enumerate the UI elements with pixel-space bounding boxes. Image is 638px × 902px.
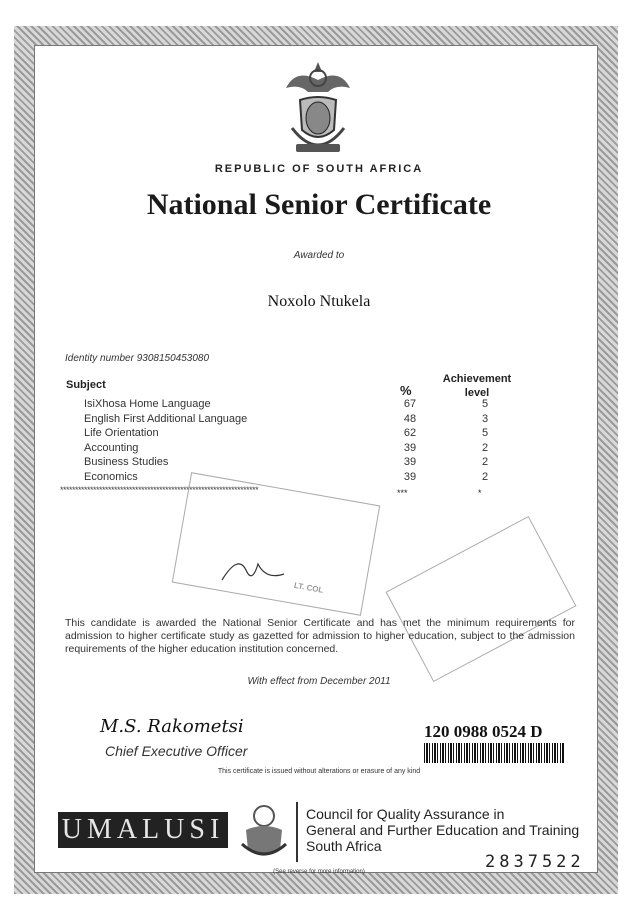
subject-percent: 39 <box>403 441 417 454</box>
subject-level: 2 <box>481 456 489 468</box>
subject-row <box>84 441 489 456</box>
reverse-note: (See reverse for more information) <box>273 869 365 875</box>
subject-name: IsiXhosa Home Language <box>84 398 211 410</box>
subject-level: 2 <box>481 441 489 454</box>
subject-name: English First Additional Language <box>84 412 248 425</box>
subject-name: Business Studies <box>84 456 169 468</box>
subject-header: Subject <box>66 379 106 391</box>
ceo-signature: M.S. Rakometsi <box>100 716 244 737</box>
ceo-title: Chief Executive Officer <box>105 743 248 759</box>
subject-name: Economics <box>84 470 138 483</box>
subject-row <box>84 398 489 412</box>
subject-percent: 48 <box>403 412 417 425</box>
country-name: REPUBLIC OF SOUTH AFRICA <box>214 163 424 175</box>
subject-name: Accounting <box>84 441 139 454</box>
subject-percent: 67 <box>403 398 417 410</box>
effect-date: With effect from December 2011 <box>247 676 391 687</box>
barcode <box>424 743 564 763</box>
coat-of-arms-icon <box>276 58 360 162</box>
subject-level: 5 <box>481 427 489 439</box>
subject-row <box>84 412 489 427</box>
council-line-3: South Africa <box>306 838 382 854</box>
serial-number: 2837522 <box>485 852 585 872</box>
subject-level: 3 <box>481 412 489 425</box>
council-line-2: General and Further Education and Training <box>306 822 580 838</box>
recipient-name: Noxolo Ntukela <box>267 293 371 310</box>
certificate-title: National Senior Certificate <box>146 188 492 221</box>
subject-percent: 39 <box>403 456 417 468</box>
subject-row <box>84 456 489 470</box>
percent-filler-stars: *** <box>397 488 408 498</box>
statement-text: This candidate is awarded the National Senior Certificate and has met the minimum requirements for admission to higher certificate study as gazetted for admission to higher education, subject to the admission requirements of the higher education institution concerned. <box>65 617 575 655</box>
subject-percent: 39 <box>403 470 417 483</box>
certificate-number: 120 0988 0524 D <box>424 722 543 741</box>
subject-name: Life Orientation <box>84 427 159 439</box>
council-line-1: Council for Quality Assurance in <box>306 806 505 822</box>
footer-divider <box>296 802 298 862</box>
subject-level: 5 <box>481 398 489 410</box>
identity-number: Identity number 9308150453080 <box>65 353 210 364</box>
achievement-header: Achievement level <box>442 373 512 399</box>
council-name <box>306 806 579 854</box>
filler-stars: ****************************************************************** <box>60 485 259 495</box>
subject-level: 2 <box>481 470 489 483</box>
umalusi-emblem-icon <box>236 800 292 860</box>
subject-percent: 62 <box>403 427 417 439</box>
umalusi-logo: UMALUSI <box>58 812 228 848</box>
subject-row <box>84 470 489 485</box>
subject-row <box>84 427 489 441</box>
witness-signature-icon <box>218 550 288 590</box>
issued-note: This certificate is issued without alterations or erasure of any kind <box>217 768 421 775</box>
awarded-label: Awarded to <box>293 250 345 261</box>
percent-header: % <box>400 383 412 398</box>
stamp-text: LT. COL <box>293 580 325 595</box>
level-filler-stars: * <box>478 488 482 498</box>
